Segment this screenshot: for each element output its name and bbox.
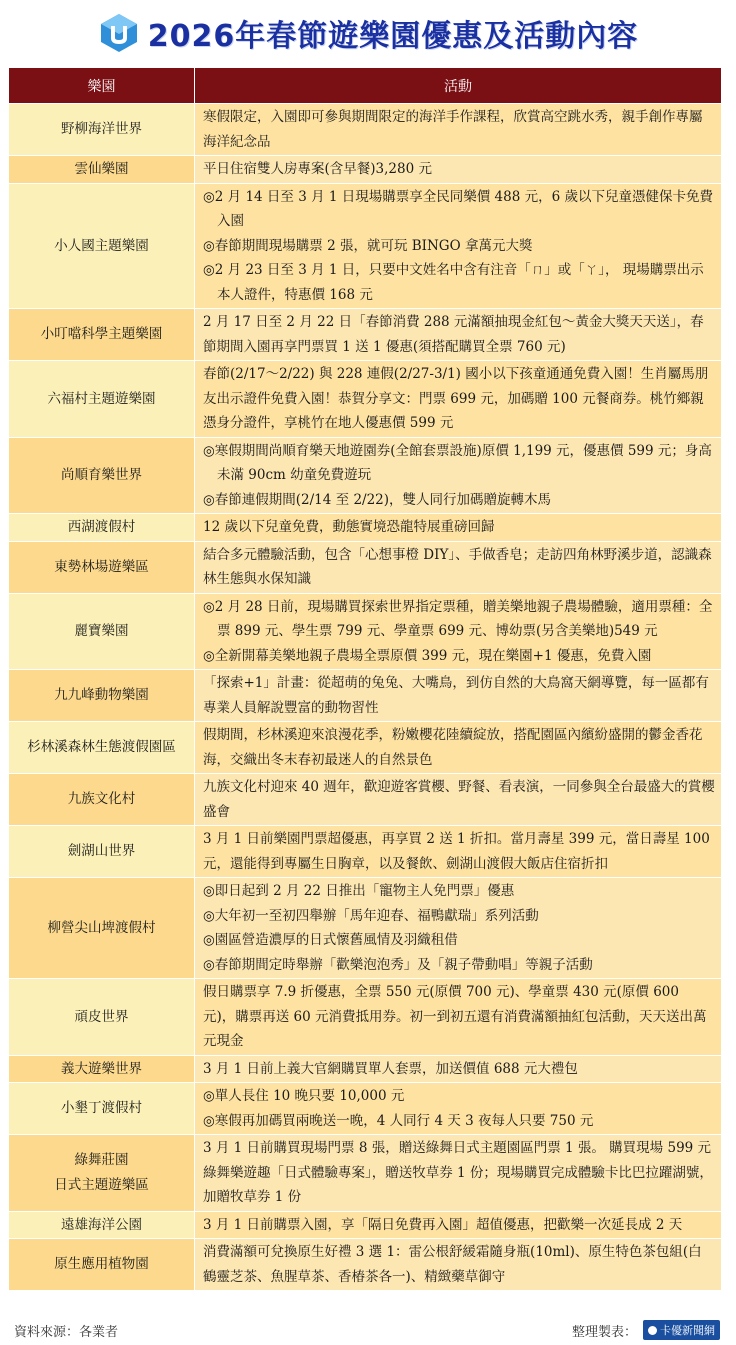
activity-text: 消費滿額可兌換原生好禮 3 選 1：雷公根舒緩霜隨身瓶(10ml)、原生特色茶包組(白鶴靈芝茶、魚腥草茶、香椿茶各一)、精緻藥草御守 [203, 1244, 702, 1285]
cardu-logo-icon [98, 12, 140, 54]
park-name: 麗寶樂園 [74, 623, 129, 639]
activity-text: 「探索+1」計畫：從超萌的兔兔、大嘴鳥，到仿自然的大鳥窩天網導覽，每一區都有專業人員解說豐富的動物習性 [203, 675, 709, 716]
park-name: 小叮噹科學主題樂園 [40, 326, 163, 343]
activity-text: ◎寒假再加碼買兩晚送一晚，4 人同行 4 天 3 夜每人只要 750 元 [203, 1112, 594, 1129]
activity-cell [195, 593, 722, 670]
table-row [9, 309, 722, 361]
park-name-cell [9, 541, 195, 593]
park-name-cell [9, 104, 195, 156]
header-activity: 活動 [195, 68, 722, 104]
park-name-cell [9, 309, 195, 361]
park-name-cell [9, 361, 195, 438]
table-row [9, 1135, 722, 1212]
table-row [9, 1055, 722, 1083]
activity-text: ◎春節期間現場購票 2 張，就可玩 BINGO 拿萬元大獎 [203, 237, 533, 254]
park-name: 日式主題遊樂區 [54, 1176, 149, 1193]
activity-cell [195, 878, 722, 979]
table-row [9, 1239, 722, 1291]
table-row [9, 541, 722, 593]
park-name-cell [9, 774, 195, 826]
park-name: 杉林溪森林生態渡假園區 [27, 739, 176, 756]
activity-text: 2 月 17 日至 2 月 22 日「春節消費 288 元滿額抽現金紅包～黃金大獎天天送」，春節期間入園再享門票買 1 送 1 優惠(須搭配購買全票 760 元) [203, 314, 704, 355]
park-name-cell [9, 878, 195, 979]
activity-text: ◎大年初一至初四舉辦「馬年迎春、福鴨獻瑞」系列活動 [203, 907, 539, 924]
activity-text: 春節(2/17～2/22) 與 228 連假(2/27-3/1) 國小以下孩童通通免費入園！生肖屬馬朋友出示證件免費入園！恭賀分享文：門票 699 元，加碼贈 100 元餐商券。桃竹鄉親憑身分證件，享桃竹在地人優惠價 599 元 [203, 366, 709, 431]
table-row [9, 183, 722, 309]
park-name: 小人國主題樂園 [54, 237, 149, 254]
table-row [9, 979, 722, 1056]
table-row [9, 722, 722, 774]
credit [572, 1320, 720, 1340]
table-row [9, 1083, 722, 1135]
park-name: 東勢林場遊樂區 [54, 558, 149, 575]
activity-text: 九族文化村迎來 40 週年，歡迎遊客賞櫻、野餐、看表演，一同參與全台最盛大的賞櫻盛會 [203, 779, 715, 820]
activity-cell [195, 183, 722, 309]
activity-text: 3 月 1 日前樂園門票超優惠，再享買 2 送 1 折扣。當月壽星 399 元，當日壽星 100 元，還能得到專屬生日胸章，以及餐飲、劍湖山渡假大飯店住宿折扣 [203, 831, 710, 872]
activity-text: ◎春節連假期間(2/14 至 2/22)，雙人同行加碼贈旋轉木馬 [203, 491, 552, 508]
page-title: 2026年春節遊樂園優惠及活動內容 [147, 19, 639, 54]
activity-cell [195, 774, 722, 826]
park-name-cell [9, 437, 195, 514]
table-row [9, 156, 722, 184]
activity-cell [195, 361, 722, 438]
park-name-cell [9, 670, 195, 722]
park-name: 野柳海洋世界 [61, 121, 142, 138]
activity-text: 平日住宿雙人房專案(含早餐)3,280 元 [203, 161, 432, 177]
table-row [9, 361, 722, 438]
park-name-cell [9, 1055, 195, 1083]
brand-name: 卡優新聞網 [660, 1324, 715, 1337]
brand-icon [648, 1326, 657, 1335]
park-name: 柳營尖山埤渡假村 [47, 919, 156, 936]
activity-text: ◎園區營造濃厚的日式懷舊風情及羽織租借 [203, 932, 458, 948]
park-name: 尚順育樂世界 [61, 467, 142, 483]
activity-cell [195, 670, 722, 722]
park-name: 劍湖山世界 [67, 843, 136, 860]
activity-text: ◎即日起到 2 月 22 日推出「寵物主人免門票」優惠 [203, 883, 515, 899]
footer [14, 1318, 720, 1342]
park-name: 義大遊樂世界 [61, 1060, 142, 1077]
activity-cell [195, 156, 722, 184]
table-row [9, 104, 722, 156]
park-name-cell [9, 1239, 195, 1291]
park-name: 九族文化村 [67, 791, 136, 808]
activity-text: 假日購票享 7.9 折優惠，全票 550 元(原價 700 元)、學童票 430 元(原價 600 元)，購票再送 60 元消費抵用券。初一到初五還有消費滿額抽紅包活動，天天送出萬元現金 [203, 984, 707, 1049]
table-row [9, 1211, 722, 1239]
activity-cell [195, 826, 722, 878]
activity-text: ◎2 月 14 日至 3 月 1 日現場購票享全民同樂價 488 元，6 歲以下兒童憑健保卡免費入園 [203, 188, 713, 229]
park-name-cell [9, 826, 195, 878]
promotion-table [8, 67, 722, 1291]
activity-text: 3 月 1 日前購票入園，享「隔日免費再入園」超值優惠，把歡樂一次延長成 2 天 [203, 1216, 683, 1233]
activity-cell [195, 1083, 722, 1135]
activity-text: ◎2 月 23 日至 3 月 1 日，只要中文姓名中含有注音「ㄇ」或「ㄚ」， 現場購票出示本人證件，特惠價 168 元 [203, 262, 704, 303]
park-name-cell [9, 1211, 195, 1239]
park-name-cell [9, 156, 195, 184]
park-name-cell [9, 1083, 195, 1135]
activity-text: ◎2 月 28 日前，現場購買探索世界指定票種，贈美樂地親子農場體驗，適用票種：全票 899 元、學生票 799 元、學童票 699 元、博幼票(另含美樂地)549 元 [203, 598, 713, 639]
table-header-row [9, 68, 722, 104]
park-name-cell [9, 593, 195, 670]
park-name: 西湖渡假村 [67, 519, 136, 535]
activity-cell [195, 979, 722, 1056]
activity-text: ◎全新開幕美樂地親子農場全票原價 399 元，現在樂園+1 優惠，免費入園 [203, 647, 652, 664]
park-name-cell [9, 183, 195, 309]
activity-text: 12 歲以下兒童免費，動態實境恐龍特展重磅回歸 [203, 519, 495, 535]
activity-text: 寒假限定，入園即可參與期間限定的海洋手作課程，欣賞高空跳水秀，親手創作專屬海洋紀念品 [203, 109, 703, 150]
activity-cell [195, 309, 722, 361]
activity-cell [195, 541, 722, 593]
park-name-cell [9, 1135, 195, 1212]
activity-text: 3 月 1 日前購買現場門票 8 張，贈送綠舞日式主題園區門票 1 張。 購買現場 599 元綠舞樂遊趣「日式體驗專案」，贈送牧草券 1 份；現場購買完成體驗卡比巴拉躍湖號，加贈牧草券 1 份 [203, 1140, 713, 1205]
park-name-cell [9, 979, 195, 1056]
table-row [9, 670, 722, 722]
table-row [9, 514, 722, 542]
activity-cell [195, 514, 722, 542]
header-park: 樂園 [9, 68, 195, 104]
table-row [9, 826, 722, 878]
activity-text: 假期間，杉林溪迎來浪漫花季，粉嫩櫻花陸續綻放，搭配園區內繽紛盛開的鬱金香花海，交織出冬末春初最迷人的自然景色 [203, 727, 703, 768]
brand-badge [643, 1320, 720, 1340]
activity-cell [195, 437, 722, 514]
activity-cell [195, 1135, 722, 1212]
made-by-label: 整理製表： [571, 1324, 637, 1340]
activity-text: ◎春節期間定時舉辦「歡樂泡泡秀」及「親子帶動唱」等親子活動 [203, 956, 593, 973]
activity-cell [195, 1211, 722, 1239]
table-row [9, 437, 722, 514]
table-row [9, 878, 722, 979]
table-body [9, 104, 722, 1291]
table-row [9, 774, 722, 826]
activity-cell [195, 1055, 722, 1083]
activity-cell [195, 1239, 722, 1291]
activity-text: 3 月 1 日前上義大官網購買單人套票，加送價值 688 元大禮包 [203, 1060, 578, 1077]
title-bar [0, 0, 736, 66]
source-note: 資料來源：各業者 [14, 1324, 119, 1340]
park-name-cell [9, 722, 195, 774]
park-name: 綠舞莊園 [74, 1152, 129, 1169]
park-name: 雲仙樂園 [74, 161, 129, 177]
activity-cell [195, 104, 722, 156]
park-name-cell [9, 514, 195, 542]
park-name: 六福村主題遊樂園 [47, 390, 156, 407]
activity-text: 結合多元體驗活動，包含「心想事橙 DIY」、手做香皂；走訪四角林野溪步道，認識森林生態與水保知識 [203, 546, 712, 587]
table-row [9, 593, 722, 670]
activity-text: ◎寒假期間尚順育樂天地遊園券(全館套票設施)原價 1,199 元，優惠價 599 元；身高未滿 90cm 幼童免費遊玩 [203, 442, 712, 483]
activity-cell [195, 722, 722, 774]
park-name: 小墾丁渡假村 [61, 1100, 142, 1117]
activity-text: ◎單人長住 10 晚只要 10,000 元 [203, 1088, 405, 1104]
park-name: 九九峰動物樂園 [54, 687, 149, 704]
park-name: 原生應用植物園 [54, 1256, 149, 1273]
park-name: 頑皮世界 [74, 1008, 129, 1025]
park-name: 遠雄海洋公園 [61, 1216, 142, 1233]
